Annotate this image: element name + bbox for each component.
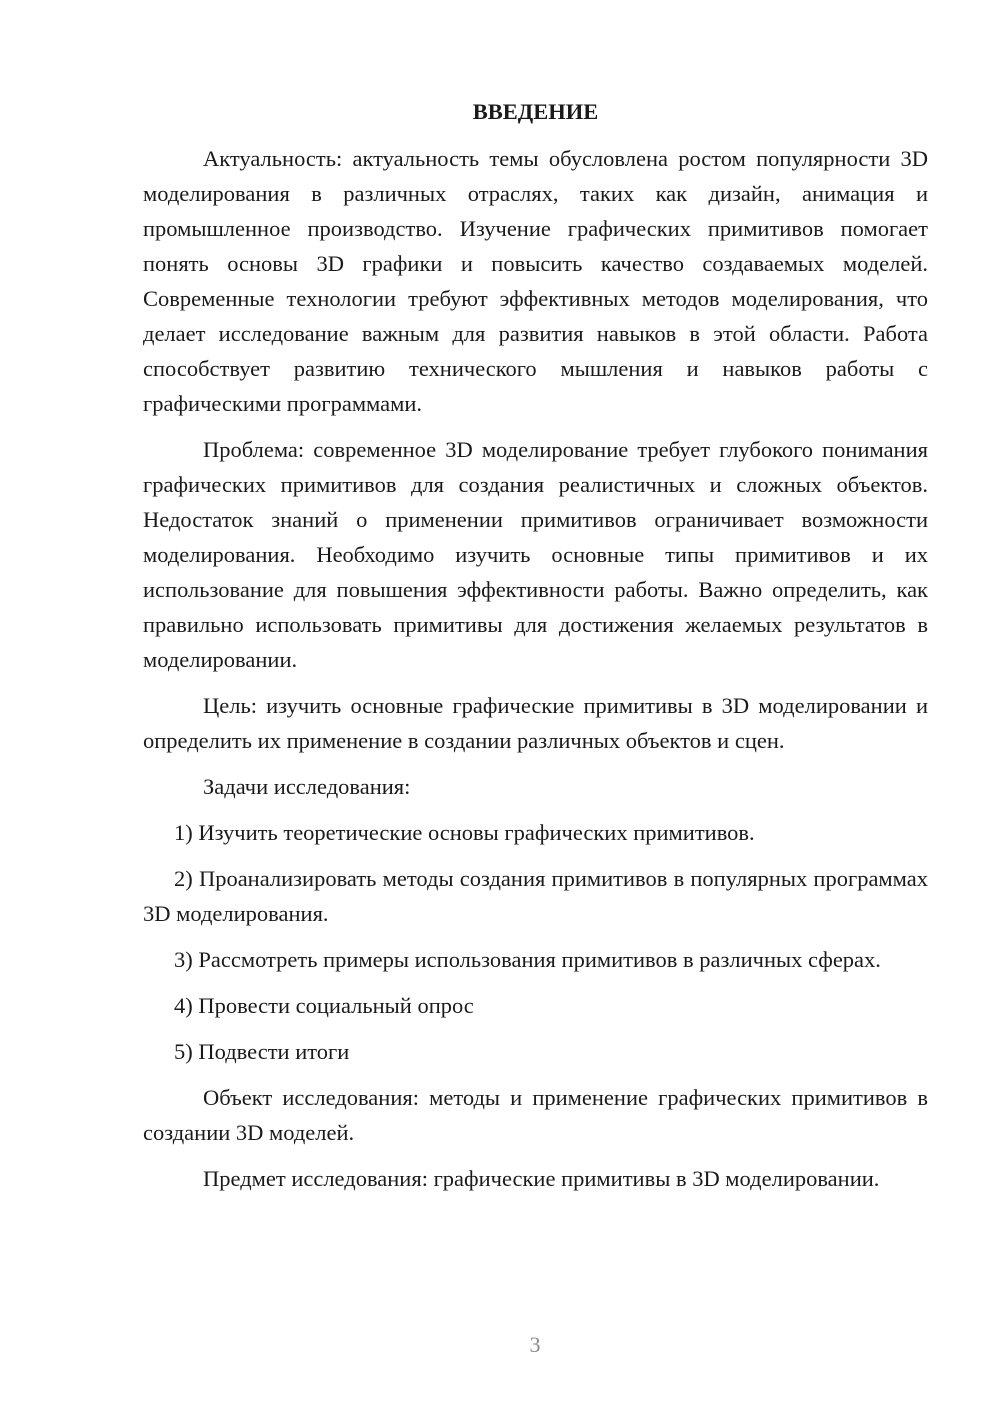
task-item-3: 3) Рассмотреть примеры использования примитивов в различных сферах. <box>174 947 881 972</box>
paragraph-problem: Проблема: современное 3D моделирование требует глубокого понимания графических примитивов для создания реалистичных и сложных объектов. Недостаток знаний о применении примитивов ограничивает возможности моделирования. Необходимо изучить основные типы примитивов и их использование для повышения эффективности работы. Важно определить, как правильно использовать примитивы для достижения желаемых результатов в моделировании. <box>143 437 928 672</box>
task-item-2: 2) Проанализировать методы создания примитивов в популярных программах 3D моделирования. <box>143 866 928 926</box>
task-item-5: 5) Подвести итоги <box>174 1039 350 1064</box>
task-item-1: 1) Изучить теоретические основы графических примитивов. <box>174 820 755 845</box>
tasks-heading: Задачи исследования: <box>203 774 411 799</box>
paragraph-relevance: Актуальность: актуальность темы обусловлена ростом популярности 3D моделирования в различных отраслях, таких как дизайн, анимация и промышленное производство. Изучение графических примитивов помогает понять основы 3D графики и повысить качество создаваемых моделей. Современные технологии требуют эффективных методов моделирования, что делает исследование важным для развития навыков в этой области. Работа способствует развитию технического мышления и навыков работы с графическими программами. <box>143 146 928 416</box>
paragraph-object: Объект исследования: методы и применение графических примитивов в создании 3D моделей. <box>143 1085 928 1145</box>
page-content <box>143 94 928 1207</box>
task-item-4: 4) Провести социальный опрос <box>174 993 474 1018</box>
paragraph-goal: Цель: изучить основные графические примитивы в 3D моделировании и определить их применение в создании различных объектов и сцен. <box>143 693 928 753</box>
paragraph-subject: Предмет исследования: графические примитивы в 3D моделировании. <box>203 1166 880 1191</box>
page-number: 3 <box>529 1332 541 1357</box>
page-title: ВВЕДЕНИЕ <box>472 99 599 124</box>
